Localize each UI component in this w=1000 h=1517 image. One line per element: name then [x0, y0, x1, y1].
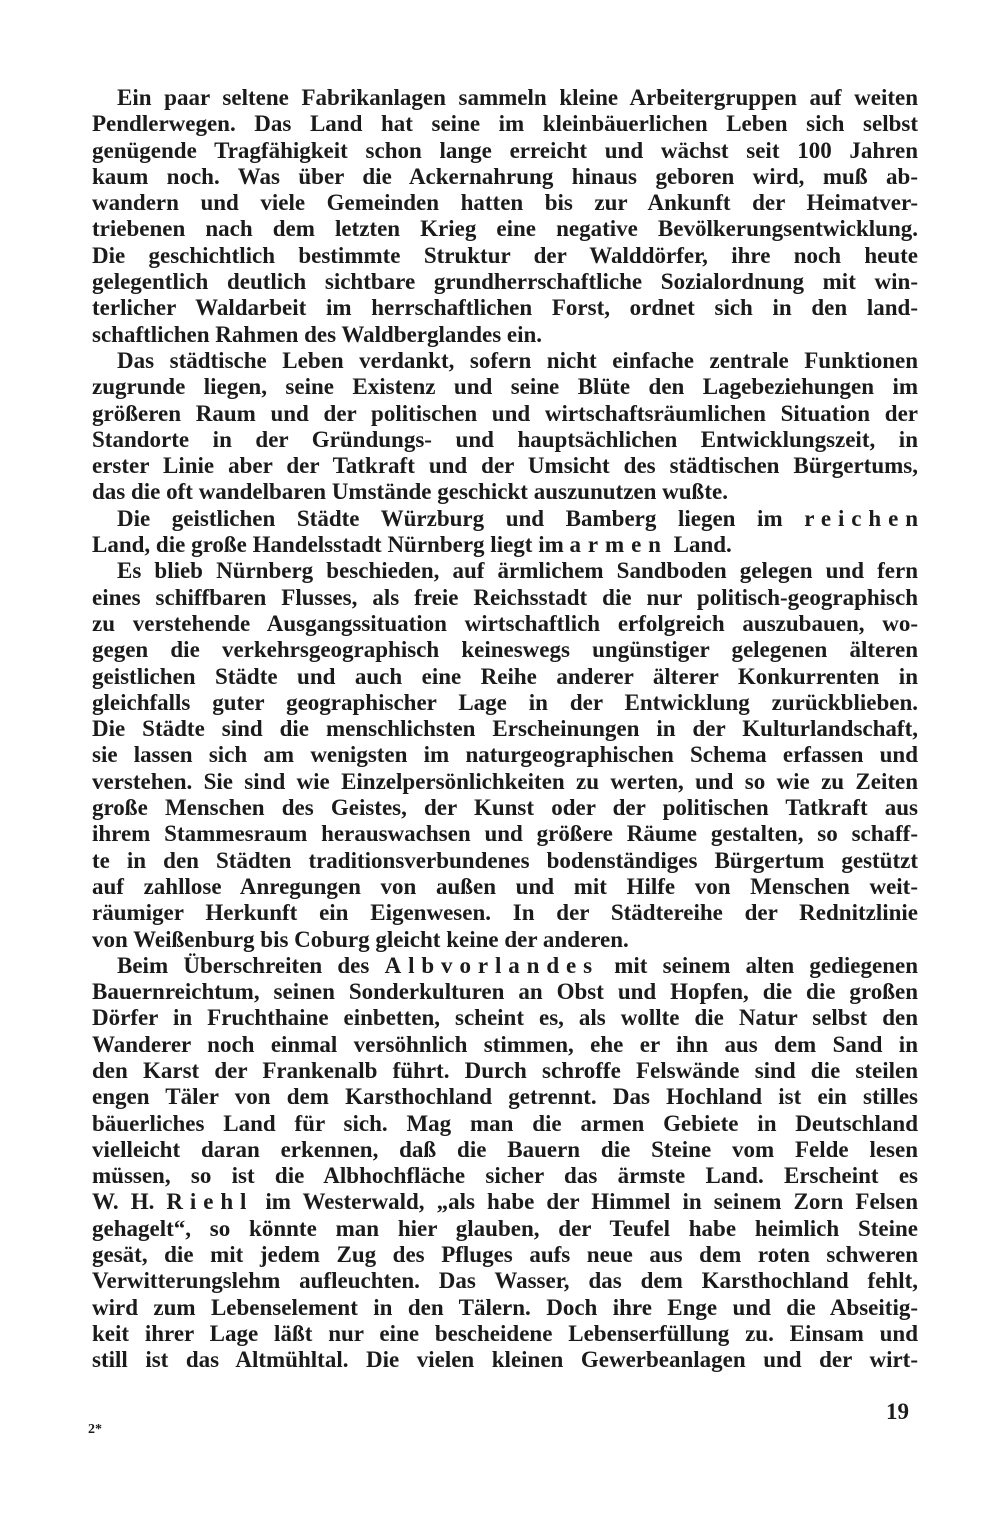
text-line: [92, 505, 925, 532]
text-line: große Menschen des Geistes, der Kunst oder der politischen Tatkraft aus: [92, 795, 918, 821]
text-line: auf zahllose Anregungen von außen und mit Hilfe von Menschen weit-: [92, 873, 918, 899]
text-line: verstehen. Sie sind wie Einzelpersönlichkeiten zu werten, und so wie zu Zeiten: [92, 768, 918, 794]
text-line: Dörfer in Fruchthaine einbetten, scheint es, als wollte die Natur selbst den: [92, 1005, 918, 1031]
signature-mark: 2*: [88, 1422, 102, 1437]
text-line: größeren Raum und der politischen und wirtschaftsräumlichen Situation der: [92, 400, 918, 426]
text-line: kaum noch. Was über die Ackernahrung hinaus geboren wird, muß ab-: [92, 163, 918, 189]
spaced-emphasis: reichen: [804, 505, 925, 531]
text-line: geistlichen Städte und auch eine Reihe anderer älterer Konkurrenten in: [92, 663, 918, 689]
text-line: wird zum Lebenselement in den Tälern. Doch ihre Enge und die Abseitig-: [92, 1294, 918, 1320]
text-line: bäuerliches Land für sich. Mag man die armen Gebiete in Deutschland: [92, 1110, 918, 1136]
text-line: Die geschichtlich bestimmte Struktur der Walddörfer, ihre noch heute: [92, 242, 918, 268]
spaced-emphasis: Albvorlandes: [384, 952, 599, 978]
text-line: keit ihrer Lage läßt nur eine bescheidene Lebenserfüllung zu. Einsam und: [92, 1320, 918, 1346]
text-line: [92, 953, 918, 979]
paragraph: [92, 85, 918, 348]
text-line: gegen die verkehrsgeographisch keineswegs ungünstiger gelegenen älteren: [92, 637, 918, 663]
text-segment: Land, die große Handelsstadt Nürnberg liegt im: [92, 532, 570, 558]
text-line: Es blieb Nürnberg beschieden, auf ärmlichem Sandboden gelegen und fern: [117, 558, 918, 584]
text-line: müssen, so ist die Albhochfläche sicher das ärmste Land. Erscheint es: [92, 1163, 918, 1189]
text-line: vielleicht daran erkennen, daß die Bauern die Steine vom Felde lesen: [92, 1136, 918, 1162]
text-line: still ist das Altmühltal. Die vielen kleinen Gewerbeanlagen und der wirt-: [92, 1347, 918, 1373]
page-number: 19: [886, 1399, 909, 1424]
text-line: räumiger Herkunft ein Eigenwesen. In der Städtereihe der Rednitzlinie: [92, 900, 918, 926]
text-line: Wanderer noch einmal versöhnlich stimmen, ehe er ihn aus dem Sand in: [92, 1031, 918, 1057]
text-segment: im Westerwald, „als habe der Himmel in seinem Zorn Felsen: [253, 1189, 919, 1215]
spaced-emphasis: Riehl: [166, 1189, 254, 1215]
text-segment: mit seinem alten gediegenen: [599, 952, 918, 978]
text-line: Das städtische Leben verdankt, sofern nicht einfache zentrale Funktionen: [117, 347, 918, 373]
text-line: [92, 1189, 918, 1215]
text-line: schaftlichen Rahmen des Waldberglandes ein.: [92, 321, 543, 347]
text-line: Bauernreichtum, seinen Sonderkulturen an Obst und Hopfen, die die großen: [92, 979, 918, 1005]
text-line: eines schiffbaren Flusses, als freie Reichsstadt die nur politisch-geographisch: [92, 584, 918, 610]
text-line: erster Linie aber der Tatkraft und der Umsicht des städtischen Bürgertums,: [92, 453, 918, 479]
text-line: Die Städte sind die menschlichsten Erscheinungen in der Kulturlandschaft,: [92, 716, 918, 742]
text-line: gesät, die mit jedem Zug des Pfluges aufs neue aus dem roten schweren: [92, 1242, 918, 1268]
body-text: [92, 85, 925, 1374]
paragraph: [92, 558, 918, 952]
text-line: ihrem Stammesraum herauswachsen und größere Räume gestalten, so schaff-: [92, 821, 918, 847]
text-line: zu verstehende Ausgangssituation wirtschaftlich erfolgreich auszubauen, wo-: [92, 610, 918, 636]
text-line: gleichfalls guter geographischer Lage in der Entwicklung zurückblieben.: [92, 689, 918, 715]
text-line: terlicher Waldarbeit im herrschaftlichen Forst, ordnet sich in den land-: [92, 295, 918, 321]
text-segment: Die geistlichen Städte Würzburg und Bamberg liegen im: [117, 505, 805, 531]
paragraph: [92, 348, 918, 506]
text-line: [92, 532, 918, 558]
text-line: engen Täler von dem Karsthochland getrennt. Das Hochland ist ein stilles: [92, 1084, 918, 1110]
text-line: wandern und viele Gemeinden hatten bis zur Ankunft der Heimatver-: [92, 190, 918, 216]
text-segment: W. H.: [92, 1189, 167, 1215]
text-line: genügende Tragfähigkeit schon lange erreicht und wächst seit 100 Jahren: [92, 137, 918, 163]
text-line: Standorte in der Gründungs- und hauptsächlichen Entwicklungszeit, in: [92, 426, 918, 452]
text-line: Ein paar seltene Fabrikanlagen sammeln kleine Arbeitergruppen auf weiten: [117, 85, 918, 110]
text-line: den Karst der Frankenalb führt. Durch schroffe Felswände sind die steilen: [92, 1057, 918, 1083]
text-line: Pendlerwegen. Das Land hat seine im kleinbäuerlichen Leben sich selbst: [92, 111, 918, 137]
text-line: triebenen nach dem letzten Krieg eine negative Bevölkerungsentwicklung.: [92, 216, 918, 242]
text-line: sie lassen sich am wenigsten im naturgeographischen Schema erfassen und: [92, 742, 918, 768]
text-line: von Weißenburg bis Coburg gleicht keine der anderen.: [92, 926, 629, 952]
text-segment: Land.: [667, 532, 732, 558]
text-line: Verwitterungslehm aufleuchten. Das Wasser, das dem Karsthochland fehlt,: [92, 1268, 918, 1294]
text-segment: Beim Überschreiten des: [117, 952, 385, 978]
paragraph: [92, 505, 925, 559]
spaced-emphasis: armen: [569, 532, 668, 558]
text-line: zugrunde liegen, seine Existenz und seine Blüte den Lagebeziehungen im: [92, 374, 918, 400]
text-line: das die oft wandelbaren Umstände geschickt auszunutzen wußte.: [92, 479, 728, 505]
paragraph: [92, 953, 918, 1374]
text-line: gehagelt“, so könnte man hier glauben, der Teufel habe heimlich Steine: [92, 1215, 918, 1241]
text-line: gelegentlich deutlich sichtbare grundherrschaftliche Sozialordnung mit win-: [92, 269, 918, 295]
text-line: te in den Städten traditionsverbundenes bodenständiges Bürgertum gestützt: [92, 847, 918, 873]
